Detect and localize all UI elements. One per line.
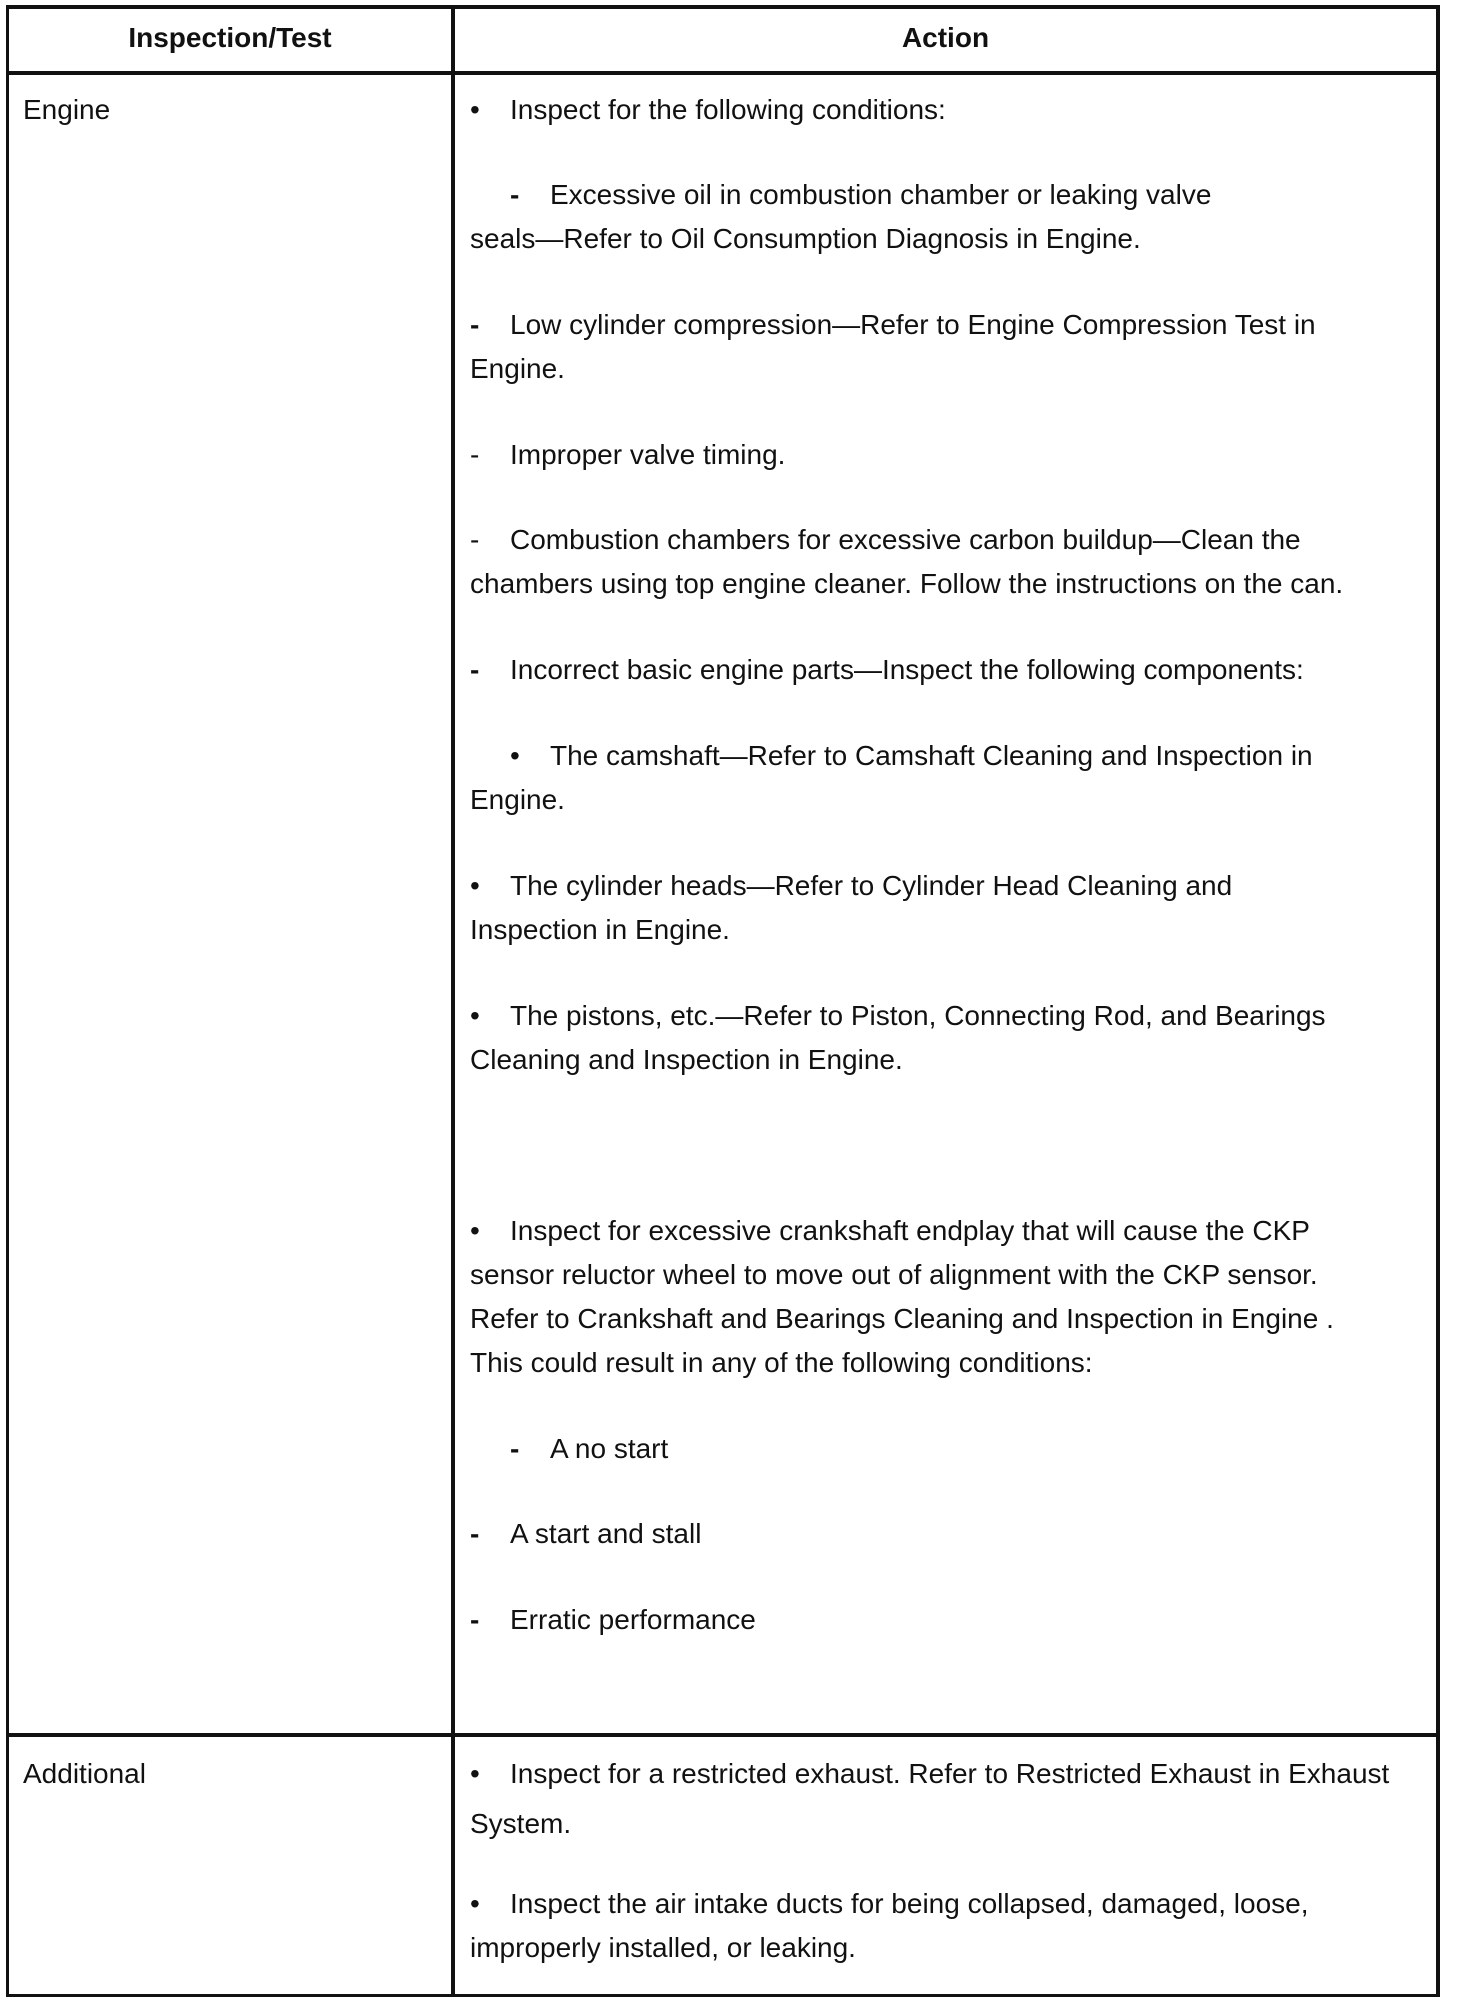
list-item-continuation: sensor reluctor wheel to move out of alignment with the CKP sensor. bbox=[470, 1259, 1318, 1290]
list-item: • Inspect for the following conditions: bbox=[470, 94, 946, 125]
table-border-left bbox=[6, 5, 9, 1997]
table-border-right bbox=[1436, 5, 1440, 1997]
list-item: - Excessive oil in combustion chamber or leaking valve bbox=[510, 179, 1212, 210]
row-label-engine: Engine bbox=[23, 94, 111, 125]
list-item: - A no start bbox=[510, 1433, 669, 1464]
list-item: • Inspect the air intake ducts for being collapsed, damaged, loose, bbox=[470, 1888, 1309, 1919]
list-item: • The pistons, etc.—Refer to Piston, Connecting Rod, and Bearings bbox=[470, 1000, 1326, 1031]
list-item: • The cylinder heads—Refer to Cylinder Head Cleaning and bbox=[470, 870, 1233, 901]
table-border-bottom bbox=[6, 1994, 1440, 1997]
list-item-continuation: Engine. bbox=[470, 353, 565, 384]
row-label-additional: Additional bbox=[23, 1758, 146, 1789]
list-item: - Improper valve timing. bbox=[470, 439, 786, 470]
table-border-top bbox=[6, 5, 1440, 9]
list-item-continuation: This could result in any of the following conditions: bbox=[470, 1347, 1093, 1378]
list-item: - Combustion chambers for excessive carbon buildup—Clean the bbox=[470, 524, 1301, 555]
list-item: - Erratic performance bbox=[470, 1604, 756, 1635]
list-item: - Low cylinder compression—Refer to Engine Compression Test in bbox=[470, 309, 1316, 340]
column-divider bbox=[451, 5, 455, 1997]
list-item: - A start and stall bbox=[470, 1518, 702, 1549]
list-item-continuation: seals—Refer to Oil Consumption Diagnosis in Engine. bbox=[470, 223, 1141, 254]
row-divider bbox=[6, 1733, 1440, 1737]
list-item: • The camshaft—Refer to Camshaft Cleaning and Inspection in bbox=[510, 740, 1313, 771]
list-item: • Inspect for a restricted exhaust. Refer to Restricted Exhaust in Exhaust bbox=[470, 1758, 1390, 1789]
list-item-continuation: Inspection in Engine. bbox=[470, 914, 730, 945]
header-action: Action bbox=[901, 22, 990, 53]
list-item-continuation: chambers using top engine cleaner. Follow the instructions on the can. bbox=[470, 568, 1344, 599]
list-item: - Incorrect basic engine parts—Inspect the following components: bbox=[470, 654, 1304, 685]
header-inspection-test: Inspection/Test bbox=[128, 22, 332, 53]
list-item-continuation: Engine. bbox=[470, 784, 565, 815]
list-item-continuation: System. bbox=[470, 1808, 572, 1839]
list-item: • Inspect for excessive crankshaft endplay that will cause the CKP bbox=[470, 1215, 1310, 1246]
list-item-continuation: improperly installed, or leaking. bbox=[470, 1932, 856, 1963]
list-item-continuation: Cleaning and Inspection in Engine. bbox=[470, 1044, 903, 1075]
header-divider bbox=[6, 71, 1440, 75]
list-item-continuation: Refer to Crankshaft and Bearings Cleaning and Inspection in Engine . bbox=[470, 1303, 1334, 1334]
